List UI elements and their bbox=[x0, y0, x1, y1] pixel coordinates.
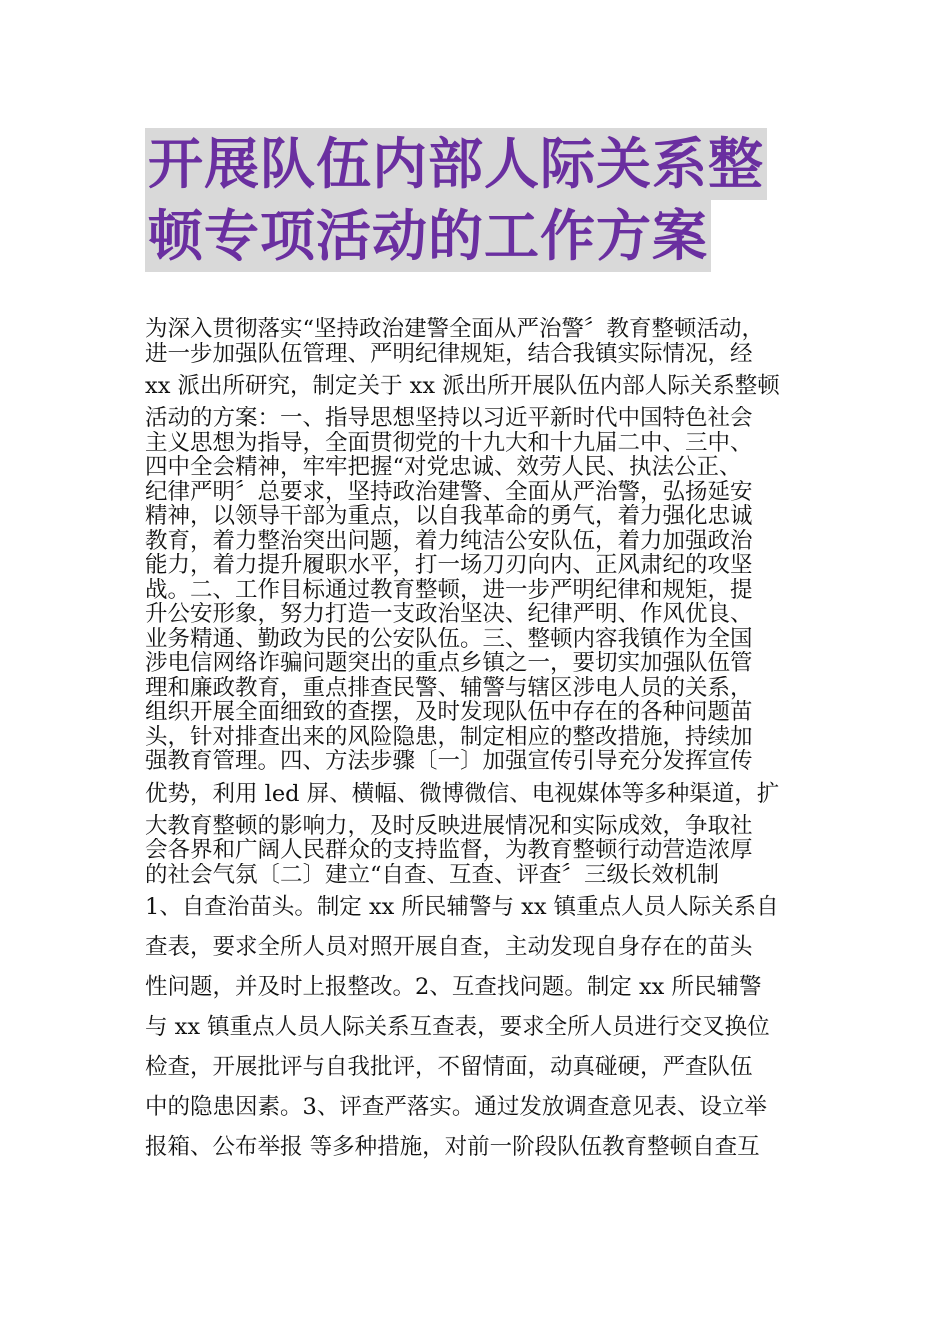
body-line: 1、自查治苗头。制定 xx 所民辅警与 xx 镇重点人员人际关系自 bbox=[145, 894, 779, 920]
body-line: 查表，要求全所人员对照开展自查，主动发现自身存在的苗头 bbox=[145, 934, 753, 960]
body-line: 与 xx 镇重点人员人际关系互查表，要求全所人员进行交叉换位 bbox=[145, 1014, 770, 1040]
title-line-2: 顿专项活动的工作方案 bbox=[145, 200, 711, 272]
body-line: 业务精通、勤政为民的公安队伍。三、整顿内容我镇作为全国 bbox=[145, 626, 753, 651]
body-line: 为深入贯彻落实“坚持政治建警全面从严治警〞教育整顿活动， bbox=[145, 317, 765, 342]
body-line: 能力，着力提升履职水平，打一场刀刃向内、正风肃纪的攻坚 bbox=[145, 553, 753, 578]
body-line: 升公安形象，努力打造一支政治坚决、纪律严明、作风优良、 bbox=[145, 602, 753, 627]
body-line: 活动的方案：一、指导思想坚持以习近平新时代中国特色社会 bbox=[145, 406, 753, 431]
body-line: 检查，开展批评与自我批评，不留情面，动真碰硬，严查队伍 bbox=[145, 1054, 753, 1080]
body-line: xx 派出所研究，制定关于 xx 派出所开展队伍内部人际关系整顿 bbox=[145, 373, 780, 399]
document-title bbox=[145, 128, 845, 272]
body-line: 强教育管理。四、方法步骤〔一〕加强宣传引导充分发挥宣传 bbox=[145, 749, 753, 774]
body-line: 性问题，并及时上报整改。2、互查找问题。制定 xx 所民辅警 bbox=[145, 974, 762, 1000]
body-line: 涉电信网络诈骗问题突出的重点乡镇之一，要切实加强队伍管 bbox=[145, 651, 753, 676]
body-line: 四中全会精神，牢牢把握“对党忠诚、效劳人民、执法公正、 bbox=[145, 455, 742, 480]
body-line: 报箱、公布举报 等多种措施，对前一阶段队伍教育整顿自查互 bbox=[145, 1134, 760, 1160]
body-line: 优势，利用 led 屏、横幅、微博微信、电视媒体等多种渠道，扩 bbox=[145, 780, 780, 807]
body-line: 主义思想为指导，全面贯彻党的十九大和十九届二中、三中、 bbox=[145, 430, 753, 455]
body-line: 理和廉政教育，重点排查民警、辅警与辖区涉电人员的关系， bbox=[145, 675, 753, 700]
body-line: 组织开展全面细致的查摆，及时发现队伍中存在的各种问题苗 bbox=[145, 700, 753, 725]
body-line: 头，针对排查出来的风险隐患，制定相应的整改措施，持续加 bbox=[145, 724, 753, 749]
body-line: 进一步加强队伍管理、严明纪律规矩，结合我镇实际情况，经 bbox=[145, 341, 753, 366]
body-line: 纪律严明〞总要求，坚持政治建警、全面从严治警，弘扬延安 bbox=[145, 479, 753, 504]
title-line-1: 开展队伍内部人际关系整 bbox=[145, 128, 767, 200]
body-line: 会各界和广阔人民群众的支持监督，为教育整顿行动营造浓厚 bbox=[145, 838, 753, 863]
body-line: 精神，以领导干部为重点，以自我革命的勇气，着力强化忠诚 bbox=[145, 504, 753, 529]
body-line: 的社会气氛〔二〕建立“自查、互查、评查〞三级长效机制 bbox=[145, 862, 720, 887]
body-line: 中的隐患因素。3、评查严落实。通过发放调查意见表、设立举 bbox=[145, 1094, 767, 1120]
body-line: 教育，着力整治突出问题，着力纯洁公安队伍，着力加强政治 bbox=[145, 528, 753, 553]
body-line: 战。二、工作目标通过教育整顿，进一步严明纪律和规矩，提 bbox=[145, 577, 753, 602]
body-line: 大教育整顿的影响力，及时反映进展情况和实际成效，争取社 bbox=[145, 813, 753, 838]
document-body bbox=[145, 317, 810, 1167]
